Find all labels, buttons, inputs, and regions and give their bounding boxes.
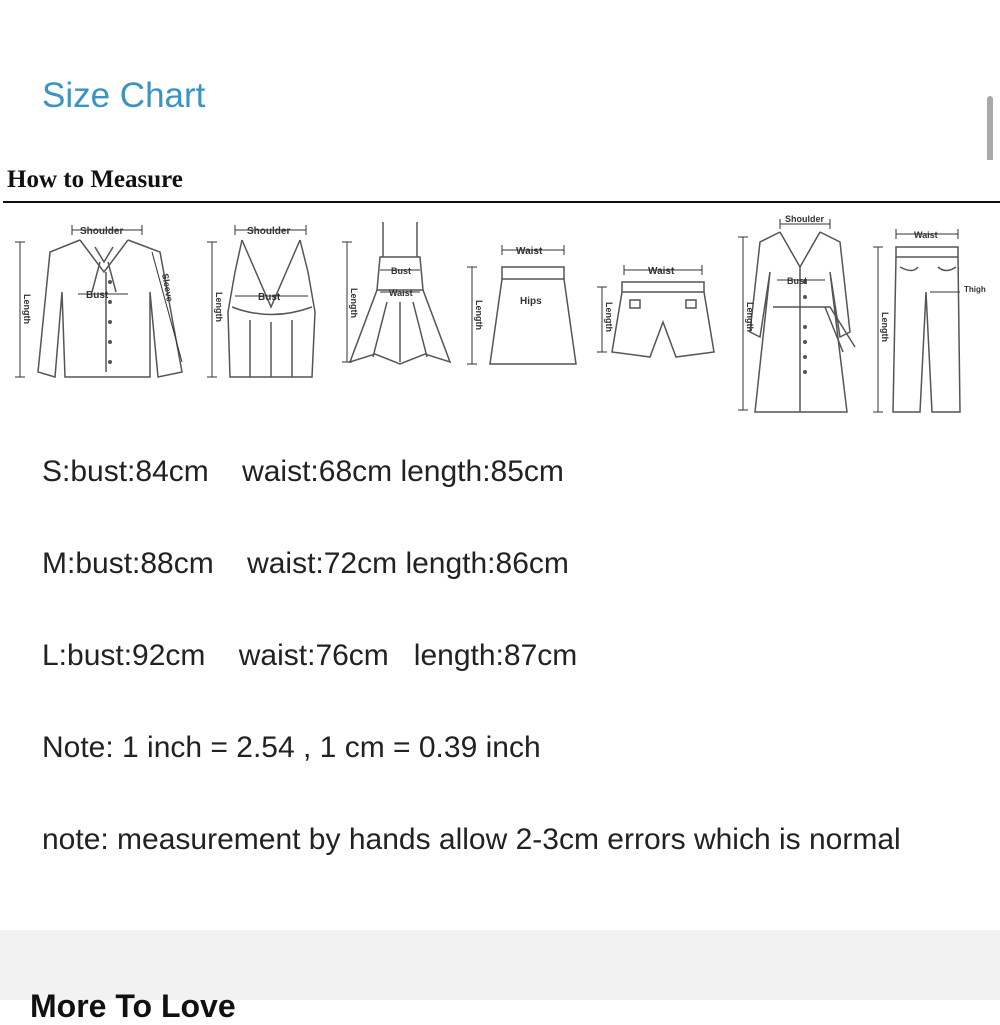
more-to-love-section bbox=[0, 930, 1000, 1024]
cut-off-heading bbox=[40, 0, 340, 8]
shirt-length-label: Length bbox=[22, 294, 32, 324]
shorts-waist-label: Waist bbox=[648, 266, 675, 277]
shirt-shoulder-label: Shoulder bbox=[80, 226, 124, 237]
pants-diagram bbox=[868, 212, 998, 422]
skirt-length-label: Length bbox=[474, 300, 484, 330]
dress-waist-label: Waist bbox=[389, 288, 413, 298]
dress-bust-label: Bust bbox=[391, 266, 411, 276]
skirt-diagram bbox=[462, 212, 582, 387]
pants-thigh-label: Thigh bbox=[964, 285, 986, 294]
shirt-diagram bbox=[10, 212, 200, 387]
accuracy-note: note: measurement by hands allow 2-3cm errors which is normal bbox=[42, 823, 901, 856]
shorts-diagram bbox=[590, 212, 720, 387]
size-l-line: L:bust:92cm waist:76cm length:87cm bbox=[42, 639, 578, 672]
tank-length-label: Length bbox=[214, 292, 224, 322]
conversion-note: Note: 1 inch = 2.54 , 1 cm = 0.39 inch bbox=[42, 731, 541, 764]
more-to-love-title: More To Love bbox=[30, 988, 236, 1024]
garment-diagrams bbox=[0, 212, 1000, 427]
tank-top-diagram bbox=[200, 212, 325, 387]
title-divider bbox=[3, 201, 1000, 203]
size-s-line: S:bust:84cm waist:68cm length:85cm bbox=[42, 455, 564, 488]
shirt-sleeve-label: Sleeve bbox=[160, 272, 175, 303]
shirt-bust-label: Bust bbox=[86, 290, 109, 301]
how-to-measure-image bbox=[0, 160, 1000, 425]
shorts-length-label: Length bbox=[604, 302, 614, 332]
size-m-line: M:bust:88cm waist:72cm length:86cm bbox=[42, 547, 569, 580]
pants-waist-label: Waist bbox=[914, 230, 938, 240]
skirt-waist-label: Waist bbox=[516, 246, 543, 257]
tank-bust-label: Bust bbox=[258, 292, 281, 303]
coat-shoulder-label: Shoulder bbox=[785, 214, 825, 224]
coat-bust-label: Bust bbox=[787, 276, 807, 286]
dress-length-label: Length bbox=[349, 288, 359, 318]
tank-shoulder-label: Shoulder bbox=[247, 226, 291, 237]
pants-length-label: Length bbox=[880, 312, 890, 342]
dress-diagram bbox=[335, 212, 460, 387]
skirt-hips-label: Hips bbox=[520, 296, 542, 307]
coat-length-label: Length bbox=[745, 302, 755, 332]
coat-diagram bbox=[735, 212, 865, 422]
size-chart-link[interactable]: Size Chart bbox=[42, 76, 206, 115]
how-to-measure-title: How to Measure bbox=[7, 166, 183, 193]
